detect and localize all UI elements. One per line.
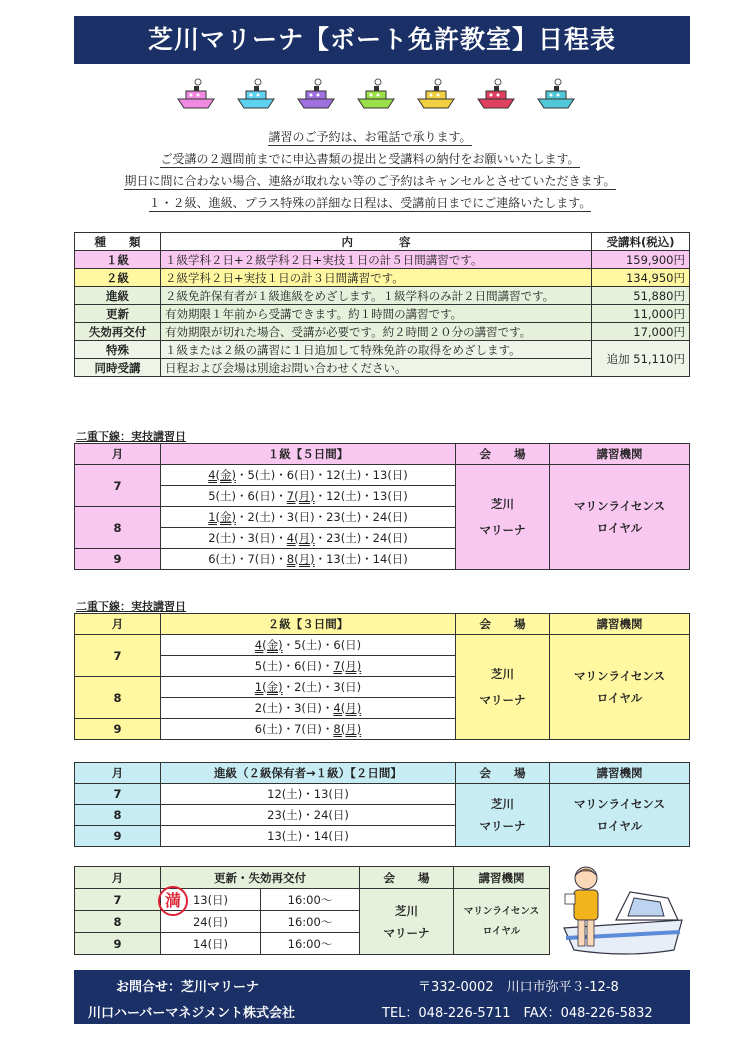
- fee-price: 134,950円: [592, 269, 690, 287]
- fee-price: 追加 51,110円: [592, 341, 690, 377]
- fee-header-type: 種 類: [75, 233, 161, 251]
- date-cell: 24(日): [161, 911, 261, 933]
- org-cell: マリンライセンス ロイヤル: [454, 889, 550, 955]
- date-cell: 1(金)・2(土)・3(日): [161, 677, 456, 698]
- col-org: 講習機関: [550, 763, 690, 784]
- advance-title: 進級（２級保有者→１級）【２日間】: [161, 763, 456, 784]
- fee-table: [74, 232, 690, 377]
- month-cell: 7: [75, 635, 161, 677]
- fee-row: [75, 287, 690, 305]
- fee-type: 更新: [75, 305, 161, 323]
- date-cell: 23(土)・24(日): [161, 805, 456, 826]
- fee-price: 17,000円: [592, 323, 690, 341]
- col-month: 月: [75, 614, 161, 635]
- month-cell: 7: [75, 784, 161, 805]
- advance-schedule: [74, 762, 690, 847]
- venue-cell: 芝川 マリーナ: [360, 889, 454, 955]
- date-cell: 12(土)・13(日): [161, 784, 456, 805]
- boat-icon: [296, 78, 336, 112]
- grade2-schedule: [74, 613, 690, 740]
- date-cell: 2(土)・3(日)・4(月)・23(土)・24(日): [161, 528, 456, 549]
- venue-cell: 芝川 マリーナ: [456, 635, 550, 740]
- month-cell: 9: [75, 933, 161, 955]
- double-underline-label: 二重下線：実技講習日: [76, 600, 186, 613]
- date-cell: 5(土)・6(日)・7(月)・12(土)・13(日): [161, 486, 456, 507]
- note-line: ご受講の２週間前までに申込書類の提出と受講料の納付をお願いいたします。: [160, 152, 580, 166]
- fee-content: 有効期限が切れた場合、受講が必要です。約２時間２０分の講習です。: [161, 323, 592, 341]
- boat-icon: [536, 78, 576, 112]
- fee-row-special: [75, 341, 690, 359]
- col-month: 月: [75, 867, 161, 889]
- date-cell: 5(土)・6(日)・7(月): [161, 656, 456, 677]
- time-cell: 16:00～: [261, 911, 360, 933]
- venue-cell: 芝川 マリーナ: [456, 465, 550, 570]
- boat-icon: [356, 78, 396, 112]
- month-cell: 9: [75, 719, 161, 740]
- fee-content: 日程および会場は別途お問い合わせください。: [161, 359, 592, 377]
- month-cell: 7: [75, 465, 161, 507]
- fee-price: 11,000円: [592, 305, 690, 323]
- month-cell: 7: [75, 889, 161, 911]
- col-org: 講習機関: [550, 444, 690, 465]
- month-cell: 8: [75, 677, 161, 719]
- boat-person-illustration: [556, 858, 690, 962]
- renew-title: 更新・失効再交付: [161, 867, 360, 889]
- col-month: 月: [75, 444, 161, 465]
- month-cell: 9: [75, 826, 161, 847]
- org-cell: マリンライセンス ロイヤル: [550, 465, 690, 570]
- date-cell: 6(土)・7(日)・8(月)・13(土)・14(日): [161, 549, 456, 570]
- date-cell: 13(日): [161, 889, 261, 911]
- boat-icon: [236, 78, 276, 112]
- note-line: １・２級、進級、プラス特殊の詳細な日程は、受講前日までにご連絡いたします。: [148, 196, 592, 210]
- date-cell: 14(日): [161, 933, 261, 955]
- date-cell: 1(金)・2(土)・3(日)・23(土)・24(日): [161, 507, 456, 528]
- renew-schedule: [74, 866, 550, 955]
- fee-content: ２級免許保有者が１級進級をめざします。１級学科のみ計２日間講習です。: [161, 287, 592, 305]
- date-cell: 13(土)・14(日): [161, 826, 456, 847]
- fee-row: [75, 305, 690, 323]
- fee-row: [75, 251, 690, 269]
- fee-header-content: 内 容: [161, 233, 592, 251]
- month-cell: 8: [75, 805, 161, 826]
- footer-company: 川口ハーバーマネジメント株式会社: [88, 1006, 295, 1021]
- double-underline-label: 二重下線：実技講習日: [76, 430, 186, 443]
- date-cell: 6(土)・7(日)・8(月): [161, 719, 456, 740]
- footer-tel: TEL：048-226-5711 FAX：048-226-5832: [382, 1006, 653, 1021]
- fee-row: [75, 323, 690, 341]
- fee-type: ２級: [75, 269, 161, 287]
- fee-content: １級学科２日+２級学科２日+実技１日の計５日間講習です。: [161, 251, 592, 269]
- fee-content: 有効期限１年前から受講できます。約１時間の講習です。: [161, 305, 592, 323]
- fee-row: [75, 269, 690, 287]
- col-venue: 会 場: [456, 763, 550, 784]
- footer-address: 〒332-0002 川口市弥平３-12-8: [418, 980, 619, 995]
- fee-type: 進級: [75, 287, 161, 305]
- date-cell: 4(金)・5(土)・6(日)・12(土)・13(日): [161, 465, 456, 486]
- boat-icon: [176, 78, 216, 112]
- fee-type: 失効再交付: [75, 323, 161, 341]
- grade2-title: ２級【３日間】: [161, 614, 456, 635]
- time-cell: 16:00～: [261, 889, 360, 911]
- time-cell: 16:00～: [261, 933, 360, 955]
- fee-content: ２級学科２日+実技１日の計３日間講習です。: [161, 269, 592, 287]
- col-venue: 会 場: [456, 614, 550, 635]
- month-cell: 8: [75, 911, 161, 933]
- fee-type: 特殊: [75, 341, 161, 359]
- col-org: 講習機関: [454, 867, 550, 889]
- footer-contact: お問合せ：芝川マリーナ: [116, 980, 260, 995]
- full-stamp: 満: [158, 886, 188, 916]
- note-line: 講習のご予約は、お電話で承ります。: [268, 130, 472, 144]
- col-venue: 会 場: [360, 867, 454, 889]
- footer: [74, 970, 690, 1024]
- grade1-schedule: [74, 443, 690, 570]
- boat-icon: [476, 78, 516, 112]
- venue-cell: 芝川 マリーナ: [456, 784, 550, 847]
- boat-row: [176, 78, 576, 112]
- date-cell: 4(金)・5(土)・6(日): [161, 635, 456, 656]
- org-cell: マリンライセンス ロイヤル: [550, 635, 690, 740]
- month-cell: 8: [75, 507, 161, 549]
- grade1-title: １級【５日間】: [161, 444, 456, 465]
- page-title: 芝川マリーナ【ボート免許教室】日程表: [74, 16, 690, 64]
- boat-icon: [416, 78, 456, 112]
- note-line: 期日に間に合わない場合、連絡が取れない等のご予約はキャンセルとさせていただきます。: [124, 174, 616, 188]
- col-venue: 会 場: [456, 444, 550, 465]
- fee-header-price: 受講料(税込): [592, 233, 690, 251]
- fee-price: 159,900円: [592, 251, 690, 269]
- fee-price: 51,880円: [592, 287, 690, 305]
- org-cell: マリンライセンス ロイヤル: [550, 784, 690, 847]
- fee-type: １級: [75, 251, 161, 269]
- date-cell: 2(土)・3(日)・4(月): [161, 698, 456, 719]
- fee-type: 同時受講: [75, 359, 161, 377]
- notes: [0, 126, 740, 214]
- fee-content: １級または２級の講習に１日追加して特殊免許の取得をめざします。: [161, 341, 592, 359]
- month-cell: 9: [75, 549, 161, 570]
- col-month: 月: [75, 763, 161, 784]
- col-org: 講習機関: [550, 614, 690, 635]
